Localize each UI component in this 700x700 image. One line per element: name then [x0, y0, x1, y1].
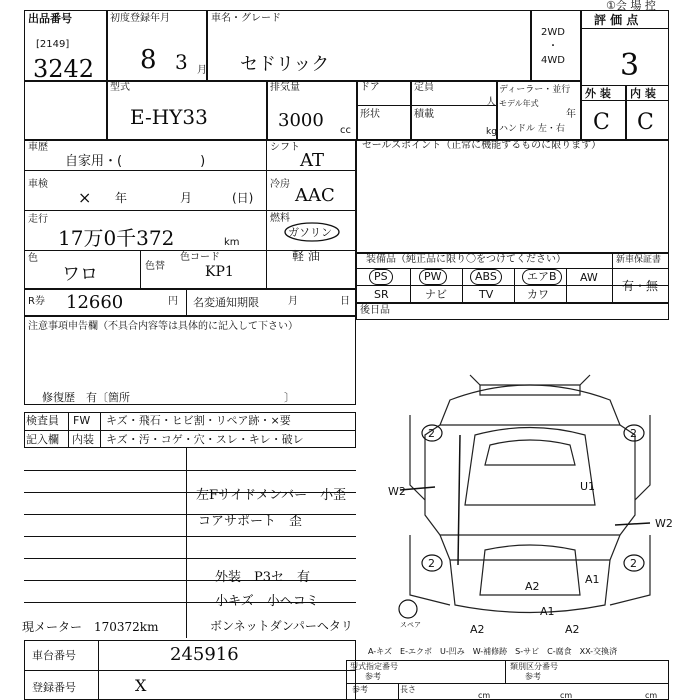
inspection-year: 年	[115, 191, 128, 205]
type-number-label: 型式指定番号	[350, 662, 398, 671]
mark-u1: U1	[580, 480, 596, 493]
mark-a1-rear: A1	[540, 605, 555, 618]
lot-bracket: [2149]	[36, 39, 70, 50]
load-label: 積載	[414, 109, 434, 120]
sales-point-label: セールスポイント（正常に機能するものに限ります）	[362, 140, 602, 151]
chassis-label: 車台番号	[32, 649, 76, 662]
equip-airbag: エアB	[522, 269, 562, 285]
note-line-5: ボンネットダンパーヘタリ	[210, 619, 353, 633]
drive-dot: ・	[548, 41, 558, 52]
mark-w2-left: W2	[388, 485, 406, 498]
inspector-label2: 記入欄	[26, 433, 59, 446]
mark-a1-right: A1	[585, 573, 600, 586]
lot-number: 3242	[33, 55, 95, 83]
mark-fl: 2	[428, 427, 435, 440]
equip-leather: カワ	[527, 288, 549, 301]
color-change-label: 色替	[145, 261, 165, 272]
capacity-label: 定員	[414, 82, 434, 93]
registration-month-unit: 月	[197, 65, 207, 76]
class-number-label: 類別区分番号	[510, 662, 558, 671]
top-section-frame	[24, 10, 669, 140]
name-change-month: 月	[288, 296, 298, 307]
color-label: 色	[28, 253, 38, 264]
color-code: KP1	[205, 264, 234, 280]
inspection-month: 月	[180, 191, 193, 205]
diagram-marks	[388, 427, 673, 636]
warranty-value: 有・無	[622, 279, 659, 293]
model-year-unit: 年	[566, 109, 576, 120]
equip-aw: AW	[580, 271, 598, 284]
note-line-4: 小キズ 小ヘコミ	[215, 594, 319, 609]
recycle-unit: 円	[168, 296, 178, 307]
notes-label: 注意事項申告欄（不具合内容等は具体的に記入して下さい）	[28, 321, 298, 332]
spare-label: スペア	[400, 621, 421, 629]
inspection-day: (日)	[232, 191, 254, 205]
grade-int: C	[637, 110, 654, 135]
length-cm-3: cm	[645, 691, 658, 700]
aircon-label: 冷房	[270, 179, 290, 190]
type-number-ref: 参考	[365, 672, 381, 681]
recycle-value: 12660	[66, 292, 124, 313]
inspection-label: 車検	[28, 179, 48, 190]
mark-rr: 2	[630, 557, 637, 570]
note-line-3: 外装 P3セ 有	[215, 570, 311, 585]
mark-w2-right: W2	[655, 517, 673, 530]
handle-label: ハンドル 左・右	[499, 124, 565, 134]
mark-a2-trunk: A2	[525, 580, 540, 593]
reg-number-label: 登録番号	[32, 681, 76, 694]
class-number-ref: 参考	[525, 672, 541, 681]
new-car-warranty-label: 新車保証書	[616, 255, 662, 265]
equip-abs: ABS	[470, 269, 502, 285]
inspection-value: ×	[78, 188, 92, 207]
mileage-label: 走行	[28, 214, 48, 225]
right-form-frame	[356, 140, 669, 320]
venue-label: ①会 場 控	[606, 0, 656, 12]
model-year-label: モデル年式	[499, 99, 539, 108]
grade-label: 評 価 点	[594, 13, 639, 27]
fuel-diesel: 軽 油	[292, 249, 320, 263]
model-name: セドリック	[240, 54, 330, 75]
history-value: 自家用・( )	[65, 154, 206, 169]
mileage-value: 17万0千372	[58, 226, 175, 250]
fuel-circle	[282, 220, 342, 244]
color-code-label: 色コード	[180, 252, 220, 263]
inspector-fw: FW	[73, 414, 91, 427]
displacement-value: 3000	[278, 110, 324, 131]
equipment-label: 装備品（純正品に限り〇をつけてください）	[366, 254, 566, 265]
kg-label: kg	[486, 127, 497, 137]
registration-year: 8	[140, 45, 157, 75]
length-label: 長さ	[400, 685, 416, 694]
shift-label: シフト	[270, 142, 300, 153]
note-line-1: 左Fサイドメンバー 小歪	[196, 488, 347, 503]
color-value: ワロ	[62, 264, 98, 285]
grade-value: 3	[620, 48, 640, 83]
equip-pw: PW	[419, 269, 447, 285]
mark-rl: 2	[428, 557, 435, 570]
mark-a2-rear-left: A2	[470, 623, 485, 636]
fuel-gasoline: ガソリン	[288, 226, 332, 239]
recycle-label: R券	[28, 296, 45, 307]
bottom-ref-3: 参考	[352, 685, 368, 694]
inspector-fw-items: キズ・飛石・ヒビ割・リペア跡・×要	[106, 414, 291, 427]
name-change-day: 日	[340, 296, 350, 307]
meter-note: 現メーター 170372km	[22, 620, 159, 634]
chassis-value: 245916	[170, 644, 239, 665]
person-label: 人	[486, 97, 496, 108]
post-date-label: 後日品	[360, 305, 390, 316]
mileage-unit: km	[224, 237, 240, 248]
mark-fr: 2	[630, 427, 637, 440]
dealer-label: ディーラー・並行	[499, 85, 571, 95]
inspector-label1: 検査員	[26, 414, 59, 427]
model-label: 車名・グレード	[211, 13, 281, 24]
shift-value: AT	[300, 150, 325, 171]
damage-legend: A-キズ E-エクボ U-凹み W-補修跡 S-サビ C-腐食 XX-交換済	[368, 647, 618, 656]
repair-label: 修復歴 有〔箇所 〕	[42, 391, 295, 404]
equip-sr: SR	[374, 288, 389, 301]
shape-label: 形状	[360, 109, 380, 120]
name-change-label: 名変通知期限	[193, 296, 259, 309]
displacement-label: 排気量	[270, 82, 300, 93]
drive-2wd: 2WD	[541, 27, 565, 38]
grade-ext-label: 外 装	[585, 87, 611, 100]
aircon-value: AAC	[295, 185, 335, 206]
door-label: ドア	[360, 82, 380, 93]
car-damage-diagram	[380, 365, 680, 645]
length-cm-1: cm	[478, 691, 491, 700]
grade-int-label: 内 装	[630, 87, 656, 100]
lot-label: 出品番号	[28, 12, 72, 25]
registration-month: 3	[175, 50, 188, 74]
reg-number-value: X	[135, 676, 147, 695]
inspector-int: 内装	[72, 433, 94, 446]
length-cm-2: cm	[560, 691, 573, 700]
equip-ps: PS	[369, 269, 393, 285]
mark-a2-rear-right: A2	[565, 623, 580, 636]
grade-ext: C	[593, 110, 610, 135]
registration-label: 初度登録年月	[110, 13, 170, 24]
type-value: E-HY33	[130, 105, 208, 129]
type-label: 型式	[110, 82, 130, 93]
fuel-label: 燃料	[270, 213, 290, 224]
displacement-unit: cc	[340, 125, 351, 136]
equip-navi: ナビ	[425, 288, 447, 301]
equip-tv: TV	[479, 288, 494, 301]
history-label: 車歴	[28, 142, 48, 153]
inspector-int-items: キズ・汚・コゲ・穴・スレ・キレ・破レ	[106, 433, 304, 446]
note-line-2: コアサポート 歪	[198, 514, 303, 529]
drive-4wd: 4WD	[541, 55, 565, 66]
